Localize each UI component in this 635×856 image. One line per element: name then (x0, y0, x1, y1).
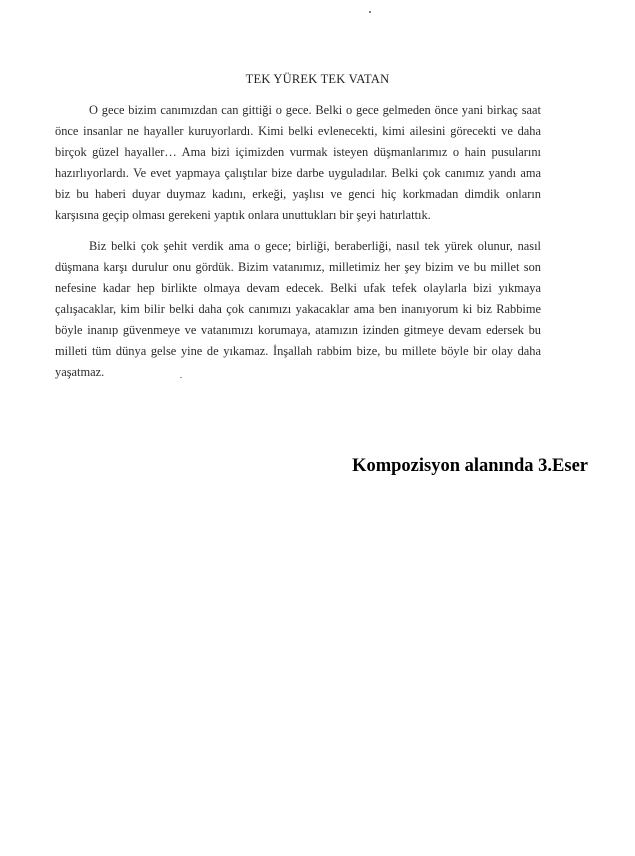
scan-speck (180, 377, 182, 378)
award-caption: Kompozisyon alanında 3.Eser (352, 456, 588, 476)
essay-paragraph-2: Biz belki çok şehit verdik ama o gece; birliği, beraberliği, nasıl tek yürek olunur, nasıl düşmana karşı durulur onu gördük. Bizim vatanımız, milletimiz her şey bizim ve bu millet son nefesine kadar hep birlikte olmaya devam edecek. Belki ufak tefek olaylarla bizi yıkmaya çalışacaklar, kim bilir belki daha çok canımızı yakacaklar ama ben inanıyorum ki biz Rabbime böyle inanıp güvenmeye ve vatanımızı korumaya, atamızın izinden gitmeye devam edersek bu milleti tüm dünya gelse yine de yıkamaz. İnşallah rabbim bize, bu millete böyle bir olay daha yaşatmaz. (55, 239, 541, 379)
essay-title: TEK YÜREK TEK VATAN (245, 72, 390, 86)
scan-speck (369, 11, 371, 13)
essay-paragraph-1: O gece bizim canımızdan can gittiği o gece. Belki o gece gelmeden önce yani birkaç saat önce insanlar ne hayaller kuruyorlardı. Kimi belki evlenecekti, kimi ailesini görecekti ve daha birçok güzel hayaller… Ama bizi içimizden vurmak isteyen düşmanlarımız o hain pusularını hazırlıyorlardı. Ve evet yapmaya çalıştılar bize darbe uyguladılar. Belki çok canımız yandı ama biz bu haberi duyar duymaz kadını, erkeği, yaşlısı ve genci hiç korkmadan dimdik onların karşısına geçip olması gerekeni yaptık onlara unuttukları bir şeyi hatırlattık. (55, 103, 541, 222)
essay-body (55, 100, 541, 393)
